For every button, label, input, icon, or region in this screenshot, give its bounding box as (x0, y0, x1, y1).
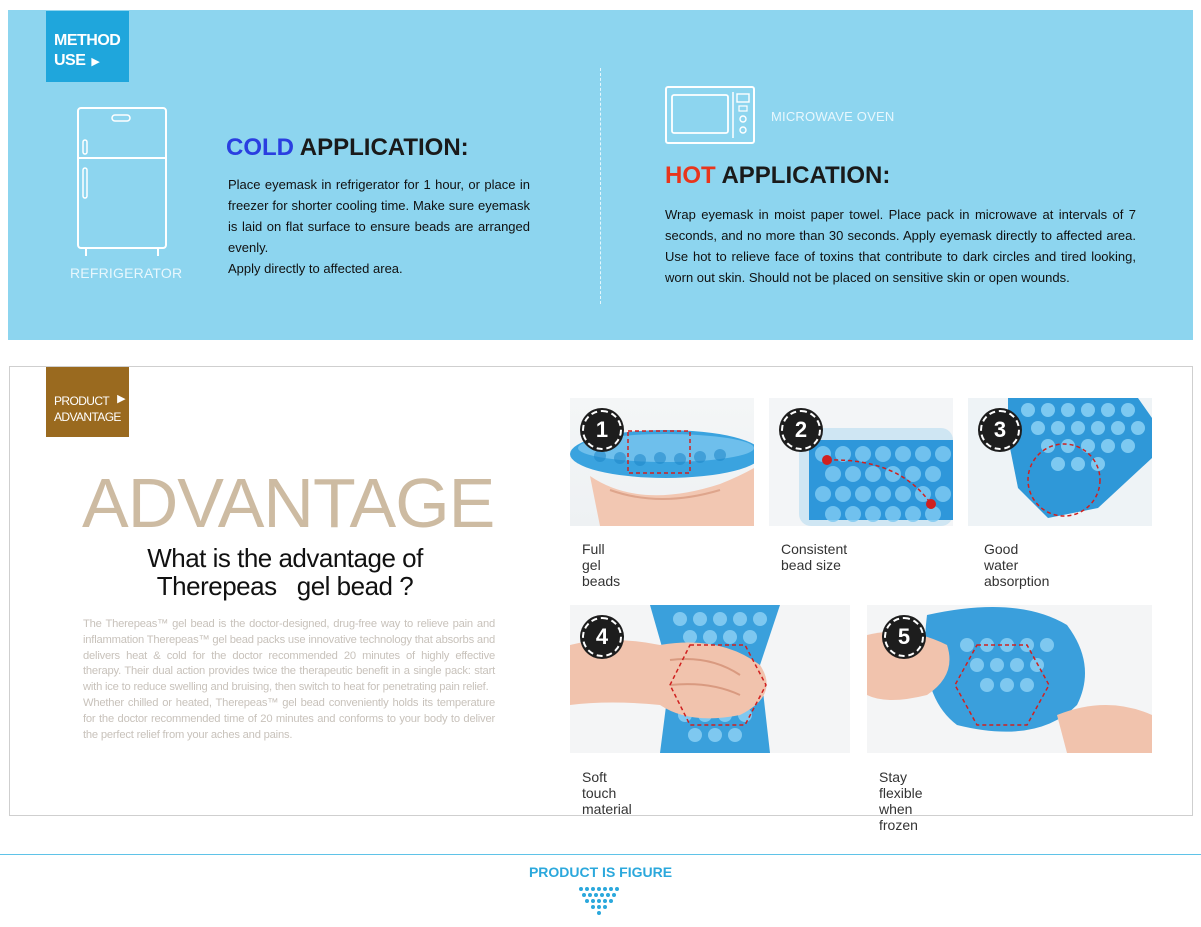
adv-badge-line2: ADVANTAGE (54, 410, 121, 424)
feature-caption-1: Full gel beads (582, 541, 621, 589)
feature-caption-4: Soft touch material (582, 769, 632, 817)
product-is-figure-title: PRODUCT IS FIGURE (528, 864, 673, 880)
hot-keyword: HOT (665, 162, 716, 189)
advantage-body-p2: Whether chilled or heated, Therepeas™ gel bead conveniently holds its temperature for the doctor recommended time of 20 minutes and conforms to your body to deliver the perfect relief from your aches and pains. (83, 696, 495, 741)
hot-application-title (665, 162, 890, 190)
product-advantage-badge (46, 367, 129, 437)
cold-application-title (226, 134, 469, 162)
refrigerator-label: REFRIGERATOR (70, 265, 183, 281)
cold-application-text (228, 174, 530, 279)
cold-title-rest: APPLICATION: (294, 134, 469, 161)
adv-badge-line1: PRODUCT (54, 394, 110, 408)
microwave-oven-icon (665, 86, 755, 144)
feature-number-5: 5 (884, 617, 924, 657)
method-use-panel (8, 10, 1193, 340)
play-arrow-icon: ▶ (117, 393, 125, 405)
feature-number-1: 1 (582, 410, 622, 450)
feature-caption-5: Stay flexible when frozen (879, 769, 923, 833)
feature-number-4: 4 (582, 617, 622, 657)
section-divider (600, 68, 601, 304)
feature-caption-2: Consistent bead size (781, 541, 848, 573)
microwave-oven-label: MICROWAVE OVEN (771, 109, 895, 124)
question-line2: Therepeas gel bead ? (156, 571, 414, 601)
question-line1: What is the advantage of (147, 543, 423, 573)
hot-title-rest: APPLICATION: (715, 162, 891, 189)
method-use-badge (46, 11, 129, 82)
play-arrow-icon: ▶ (91, 56, 100, 68)
method-badge-line2: USE (54, 52, 86, 69)
advantage-body-p1: The Therepeas™ gel bead is the doctor-designed, drug-free way to relieve pain and inflammation Therepeas™ gel bead packs use innovative technology that absorbs and delivers heat & cold for the doctor recommended 20 minutes of highly effective therapy. Their dual action provides twice the therapeutic benefit in a single pack: start with ice to reduce swelling and bruising, then switch to heat for penetrating pain relief. (83, 618, 495, 694)
cold-text-p1: Place eyemask in refrigerator for 1 hour, or place in freezer for shorter cooling time. Make sure eyemask is laid on flat surface to ensure beads are arranged evenly. (228, 177, 530, 255)
advantage-heading: ADVANTAGE (82, 464, 495, 542)
feature-caption-3: Good water absorption (984, 541, 1050, 589)
cold-text-p2: Apply directly to affected area. (228, 261, 403, 276)
advantage-question (110, 544, 460, 600)
dotted-down-arrow-icon (578, 886, 624, 916)
refrigerator-icon (76, 106, 168, 260)
feature-number-3: 3 (980, 410, 1020, 450)
hot-application-text: Wrap eyemask in moist paper towel. Place pack in microwave at intervals of 7 seconds, and no more than 30 seconds. Apply eyemask directly to affected area. Use hot to relieve face of toxins that contribute to dark circles and tired looking, worn out skin. Should not be placed on sensitive skin or open wounds. (665, 207, 1136, 285)
feature-number-2: 2 (781, 410, 821, 450)
product-advantage-panel (9, 366, 1193, 833)
method-badge-line1: METHOD (54, 32, 121, 49)
cold-keyword: COLD (226, 134, 294, 161)
advantage-description (83, 617, 495, 743)
footer-divider (0, 854, 1201, 855)
